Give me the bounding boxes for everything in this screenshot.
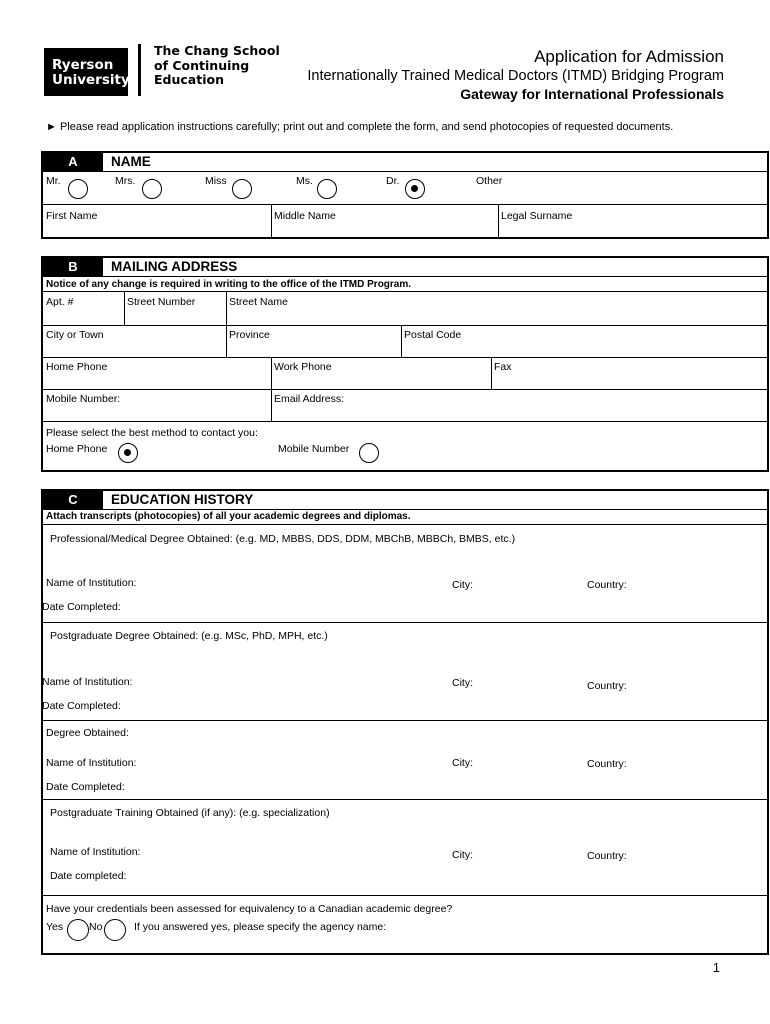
divider	[226, 291, 227, 325]
country-3-field[interactable]: Country:	[587, 758, 627, 770]
section-c-title: EDUCATION HISTORY	[111, 492, 254, 507]
assessed-yes-radio[interactable]	[67, 919, 89, 941]
section-b-letter: B	[43, 258, 103, 276]
title-block	[307, 46, 724, 104]
program-name: Gateway for International Professionals	[460, 86, 724, 102]
page-number: 1	[712, 960, 720, 975]
title-miss-radio[interactable]	[232, 179, 252, 199]
divider	[401, 325, 402, 357]
professional-degree-field[interactable]: Professional/Medical Degree Obtained: (e.g. MD, MBBS, DDS, DDM, MBChB, MBBCh, BMBS, etc.)	[50, 533, 516, 545]
title-mr-radio[interactable]	[68, 179, 88, 199]
title-mrs-label: Mrs.	[115, 175, 136, 187]
date-completed-1-field[interactable]: Date Completed:	[42, 601, 121, 613]
divider	[498, 204, 499, 239]
title-mrs-radio[interactable]	[142, 179, 162, 199]
divider	[226, 325, 227, 357]
section-b-title: MAILING ADDRESS	[111, 259, 238, 274]
surname-field[interactable]: Legal Surname	[501, 210, 573, 222]
street-number-field[interactable]: Street Number	[127, 296, 196, 308]
divider	[43, 421, 767, 422]
agency-name-field[interactable]: If you answered yes, please specify the agency name:	[134, 921, 387, 933]
section-a-header	[43, 153, 767, 172]
city-3-field[interactable]: City:	[452, 757, 473, 769]
contact-mobile-radio[interactable]	[359, 443, 379, 463]
institution-1-field[interactable]: Name of Institution:	[46, 577, 137, 589]
apt-field[interactable]: Apt. #	[46, 296, 74, 308]
section-c-header	[43, 491, 767, 510]
home-phone-field[interactable]: Home Phone	[46, 361, 108, 373]
school-line-2: of Continuing	[154, 57, 250, 73]
divider	[43, 524, 767, 525]
divider	[491, 357, 492, 389]
email-address-field[interactable]: Email Address:	[274, 393, 345, 405]
date-completed-3-field[interactable]: Date Completed:	[46, 781, 125, 793]
postgrad-degree-field[interactable]: Postgraduate Degree Obtained: (e.g. MSc, PhD, MPH, etc.)	[50, 630, 328, 642]
first-name-field[interactable]: First Name	[46, 210, 98, 222]
city-1-field[interactable]: City:	[452, 579, 473, 591]
country-4-field[interactable]: Country:	[587, 850, 627, 862]
section-c-education	[41, 489, 769, 955]
school-line-1: The Chang School	[154, 43, 280, 58]
section-c-letter: C	[43, 491, 103, 509]
title-miss-label: Miss	[205, 175, 227, 187]
section-a-name	[41, 151, 769, 239]
divider	[43, 325, 767, 326]
assessed-yes-label: Yes	[46, 921, 64, 933]
title-other-label: Other	[476, 175, 503, 187]
country-1-field[interactable]: Country:	[587, 579, 627, 591]
divider	[43, 720, 767, 721]
page-title: Application for Admission	[534, 47, 724, 66]
title-dr-radio[interactable]	[405, 179, 425, 199]
divider	[124, 291, 125, 325]
city-field[interactable]: City or Town	[46, 329, 104, 341]
school-line-3: Education	[154, 72, 224, 87]
divider	[43, 357, 767, 358]
postgrad-training-field[interactable]: Postgraduate Training Obtained (if any): (e.g. specialization)	[50, 807, 330, 819]
date-completed-2-field[interactable]: Date Completed:	[42, 700, 121, 712]
title-dr-label: Dr.	[386, 175, 400, 187]
section-b-address	[41, 256, 769, 472]
section-a-letter: A	[43, 153, 103, 171]
address-change-notice: Notice of any change is required in writing to the office of the ITMD Program.	[46, 279, 412, 290]
fax-field[interactable]: Fax	[494, 361, 512, 373]
postal-code-field[interactable]: Postal Code	[404, 329, 462, 341]
institution-4-field[interactable]: Name of Institution:	[50, 846, 141, 858]
province-field[interactable]: Province	[229, 329, 270, 341]
contact-method-prompt: Please select the best method to contact you:	[46, 427, 258, 439]
logo-line-2: University	[52, 72, 130, 88]
work-phone-field[interactable]: Work Phone	[274, 361, 332, 373]
logo-divider	[138, 44, 141, 96]
title-mr-label: Mr.	[46, 175, 61, 187]
divider	[271, 204, 272, 239]
credentials-assessed-question: Have your credentials been assessed for equivalency to a Canadian academic degree?	[46, 903, 453, 915]
mobile-number-field[interactable]: Mobile Number:	[46, 393, 121, 405]
country-2-field[interactable]: Country:	[587, 680, 627, 692]
section-b-header	[43, 258, 767, 277]
section-a-title: NAME	[111, 154, 151, 169]
divider	[43, 291, 767, 292]
title-ms-radio[interactable]	[317, 179, 337, 199]
institution-2-field[interactable]: Name of Institution:	[42, 676, 133, 688]
divider	[43, 204, 767, 205]
middle-name-field[interactable]: Middle Name	[274, 210, 336, 222]
transcripts-notice: Attach transcripts (photocopies) of all your academic degrees and diplomas.	[46, 511, 411, 522]
divider	[43, 622, 767, 623]
title-ms-label: Ms.	[296, 175, 313, 187]
instructions: ► Please read application instructions carefully; print out and complete the form, and send photocopies of requested documents.	[46, 121, 674, 133]
institution-3-field[interactable]: Name of Institution:	[46, 757, 137, 769]
city-4-field[interactable]: City:	[452, 849, 473, 861]
school-name	[154, 44, 280, 88]
street-name-field[interactable]: Street Name	[229, 296, 288, 308]
degree-obtained-field[interactable]: Degree Obtained:	[46, 727, 129, 739]
contact-mobile-label: Mobile Number	[278, 443, 350, 455]
logo-line-1: Ryerson	[52, 57, 114, 73]
city-2-field[interactable]: City:	[452, 677, 473, 689]
contact-home-phone-radio[interactable]	[118, 443, 138, 463]
assessed-no-radio[interactable]	[104, 919, 126, 941]
assessed-no-label: No	[89, 921, 103, 933]
divider	[43, 799, 767, 800]
divider	[43, 895, 767, 896]
divider	[43, 389, 767, 390]
program-subtitle: Internationally Trained Medical Doctors (ITMD) Bridging Program	[307, 68, 724, 84]
contact-home-phone-label: Home Phone	[46, 443, 108, 455]
ryerson-logo	[44, 48, 128, 96]
date-completed-4-field[interactable]: Date completed:	[50, 870, 127, 882]
